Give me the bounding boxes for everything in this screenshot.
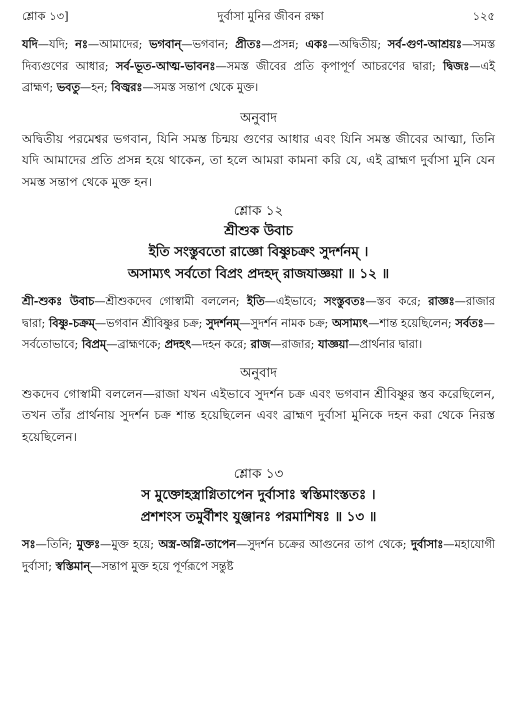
gloss-meaning: —রাজার; <box>270 338 318 351</box>
gloss-meaning: —এই ব্রাহ্মণ; <box>22 59 495 94</box>
gloss-meaning: —সর্বতোভাবে; <box>22 316 495 351</box>
gloss-term: রাজ্ঞঃ <box>428 294 455 308</box>
translation-heading-11: অনুবাদ <box>240 110 277 126</box>
gloss-term: বিজ্বরঃ <box>111 80 143 94</box>
gloss-meaning: —শান্ত হয়েছিলেন; <box>368 316 456 330</box>
verse-13-line-1: স মুক্তোহস্ত্রাগ্নিতাপেন দুর্বাসাঃ স্বস্তিমাংস্ততঃ । <box>141 487 376 503</box>
page-number: ১২৫ <box>472 9 495 23</box>
gloss-meaning: —সমস্ত জীবের প্রতি কৃপাপূর্ণ আচরণের দ্বারা; <box>215 59 444 73</box>
gloss-meaning: —মুক্ত হয়ে; <box>100 538 159 551</box>
gloss-term: অসাম্যৎ <box>332 315 369 330</box>
verse-12-line-1: ইতি সংস্তুবতো রাজ্ঞো বিষ্ণুচক্রং সুদর্শনম্ । <box>148 244 369 260</box>
gloss-meaning: —ভগবান শ্রীবিষ্ণুর চক্র; <box>94 316 207 330</box>
word-meanings-13 <box>22 534 495 577</box>
gloss-term: অস্ত্র-অগ্নি-তাপেন <box>158 537 236 551</box>
translation-heading-12: অনুবাদ <box>240 365 277 381</box>
word-meanings-11 <box>22 34 495 99</box>
gloss-meaning: —সমস্ত দিব্যগুণের আধার; <box>22 38 495 73</box>
verse-number-12: শ্লোক ১২ <box>233 203 284 219</box>
gloss-meaning: —দহন করে; <box>191 338 251 351</box>
verse-number-13: শ্লোক ১৩ <box>233 466 284 482</box>
gloss-meaning: —মহাযোগী দুর্বাসা; <box>22 538 495 573</box>
gloss-meaning: —তিনি; <box>35 538 77 551</box>
gloss-meaning: —যদি; <box>37 38 76 51</box>
translation-11: অদ্বিতীয় পরমেশ্বর ভগবান, যিনি সমস্ত চিন্ময় গুণের আধার এবং যিনি সমস্ত জীবের আত্মা, তিনি যদি আমাদের প্রতি প্রসন্ন হয়ে থাকেন, তা হলে আমরা কামনা করি যে, এই ব্রাহ্মণ দুর্বাসা মুনি যেন সমস্ত সন্তাপ থেকে মুক্ত হন। <box>22 131 495 189</box>
gloss-term: নঃ <box>75 37 88 51</box>
page-content <box>22 34 495 577</box>
chapter-title: দুর্বাসা মুনির জীবন রক্ষা <box>217 9 324 23</box>
gloss-term: সর্ব-গুণ-আশ্রয়ঃ <box>387 37 462 51</box>
gloss-term: ভগবান্ <box>149 37 182 51</box>
gloss-meaning: —আমাদের; <box>87 38 150 51</box>
gloss-term: বিষ্ণু-চক্রম্ <box>49 315 95 330</box>
gloss-term: যদি <box>22 37 38 51</box>
gloss-meaning: —শ্রীশুকদেব গোস্বামী বললেন; <box>94 295 248 308</box>
gloss-term: মুক্তঃ <box>76 537 101 551</box>
word-meanings-12 <box>22 291 495 356</box>
gloss-meaning: —ব্রাহ্মণকে; <box>106 338 165 351</box>
gloss-meaning: —হন; <box>79 81 112 94</box>
gloss-meaning: —এইভাবে; <box>264 295 325 308</box>
gloss-term: একঃ <box>305 37 328 51</box>
gloss-term: দ্বিজঃ <box>443 58 470 73</box>
verse-12-line-2: অসাম্যৎ সর্বতো বিপ্রং প্রদহদ্ রাজযাজ্ঞয়া ॥ ১২ ॥ <box>127 266 390 282</box>
gloss-meaning: —সন্তাপ মুক্ত হয়ে পূর্ণরূপে সন্তুষ্ট <box>90 559 234 573</box>
gloss-term: সর্ব-ভূত-আত্ম-ভাবনঃ <box>115 58 216 73</box>
gloss-term: প্রদহৎ <box>164 337 192 351</box>
gloss-term: শ্রী-শুকঃ উবাচ <box>22 294 95 308</box>
gloss-term: স্বস্তিমান্ <box>55 558 91 573</box>
gloss-term: সঃ <box>22 537 36 551</box>
translation-12: শুকদেব গোস্বামী বললেন—রাজা যখন এইভাবে সুদর্শন চক্র এবং ভগবান শ্রীবিষ্ণুর স্তব করেছিলেন, তখন তাঁর প্রার্থনায় সুদর্শন চক্র শান্ত হয়েছিলেন এবং ব্রাহ্মণ দুর্বাসা মুনিকে দহন করা থেকে নিরস্ত হয়েছিলেন। <box>22 386 495 444</box>
verse-speaker-12: শ্রীশুক উবাচ <box>224 223 293 239</box>
verse-13-line-2: প্রশশংস তমুর্বীশং যুঞ্জানঃ পরমাশিষঃ ॥ ১৩ ॥ <box>140 509 377 525</box>
gloss-term: ইতি <box>247 294 265 308</box>
gloss-meaning: —সমস্ত সন্তাপ থেকে মুক্ত। <box>142 81 259 94</box>
gloss-term: ভবতু <box>56 80 80 94</box>
gloss-meaning: —সুদর্শন চক্রের আগুনের তাপ থেকে; <box>235 538 411 551</box>
gloss-meaning: —রাজার দ্বারা; <box>22 295 496 330</box>
gloss-term: বিপ্রম্ <box>81 337 107 351</box>
gloss-term: প্রীতঃ <box>235 37 262 51</box>
gloss-term: দুর্বাসাঃ <box>410 537 444 551</box>
gloss-meaning: —অদ্বিতীয়; <box>327 38 388 51</box>
gloss-term: সর্বতঃ <box>455 315 484 330</box>
gloss-term: রাজ <box>250 337 271 351</box>
gloss-term: যাজ্ঞয়া <box>317 337 349 351</box>
gloss-term: সংস্তুবতঃ <box>324 294 366 308</box>
page-header <box>22 8 495 27</box>
gloss-term: সুদর্শনম্ <box>206 315 240 330</box>
gloss-meaning: —প্রসন্ন; <box>261 38 306 51</box>
gloss-meaning: —প্রার্থনার দ্বারা। <box>348 338 423 351</box>
gloss-meaning: —স্তব করে; <box>365 295 429 308</box>
gloss-meaning: —ভগবান; <box>181 38 236 51</box>
header-verse-ref: শ্লোক ১৩] <box>22 9 69 23</box>
gloss-meaning: —সুদর্শন নামক চক্র; <box>239 316 333 330</box>
